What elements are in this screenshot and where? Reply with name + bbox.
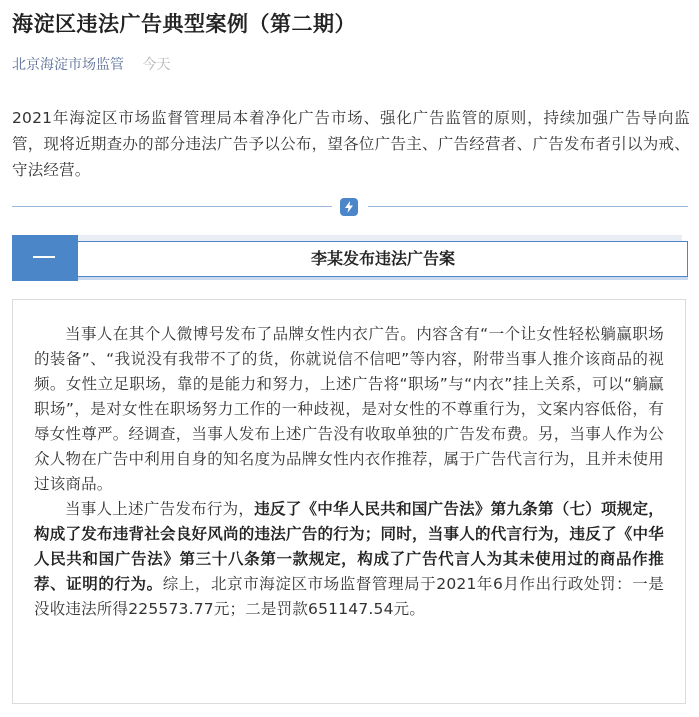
case-p2-violation: 违反了《中华人民共和国广告法》第九条第（七）项规定，构成了发布违背社会良好风尚的违法广告的行为；同时，当事人的代言行为，违反了《中华人民共和国广告法》第三十八条第一款规定，构成了广告代言人为其未使用过的商品作推荐、证明的行为。 <box>34 500 665 593</box>
article-meta <box>12 54 170 74</box>
case-heading: 李某发布违法广告案 <box>310 249 455 268</box>
intro-paragraph: 2021年海淀区市场监督管理局本着净化广告市场、强化广告监管的原则，持续加强广告导向监管，现将近期查办的部分违法广告予以公布，望各位广告主、广告经营者、广告发布者引以为戒、守法经营。 <box>12 109 690 179</box>
case-section-header <box>12 235 688 281</box>
case-p2-penalty: 综上，北京市海淀区市场监督管理局于2021年6月作出行政处罚：一是没收违法所得225573.77元；二是罚款651147.54元。 <box>34 575 664 618</box>
case-paragraph-2 <box>34 497 664 622</box>
case-paragraph-1: 当事人在其个人微博号发布了品牌女性内衣广告。内容含有“一个让女性轻松躺赢职场的装备”、“我说没有我带不了的货，你就说信不信吧”等内容，附带当事人推介该商品的视频。女性立足职场，靠的是能力和努力，上述广告将“职场”与“内衣”挂上关系，可以“躺赢职场”，是对女性在职场努力工作的一种歧视，是对女性的不尊重行为，文案内容低俗，有辱女性尊严。经调查，当事人发布上述广告没有收取单独的广告发布费。另，当事人作为公众人物在广告中利用自身的知名度为品牌女性内衣作推荐，属于广告代言行为，且并未使用过该商品。 <box>34 325 664 493</box>
publish-date: 今天 <box>142 57 171 73</box>
case-p2-lead: 当事人上述广告发布行为， <box>65 500 255 518</box>
divider-line-left <box>12 206 332 207</box>
divider-line-right <box>368 206 688 207</box>
article-title: 海淀区违法广告典型案例（第二期） <box>12 12 356 36</box>
account-name-link[interactable]: 北京海淀市场监管 <box>12 57 124 73</box>
section-divider <box>12 206 688 208</box>
lightning-icon <box>340 198 358 216</box>
case-content <box>34 322 664 622</box>
header-dash <box>33 256 55 258</box>
header-accent-block <box>12 235 78 281</box>
